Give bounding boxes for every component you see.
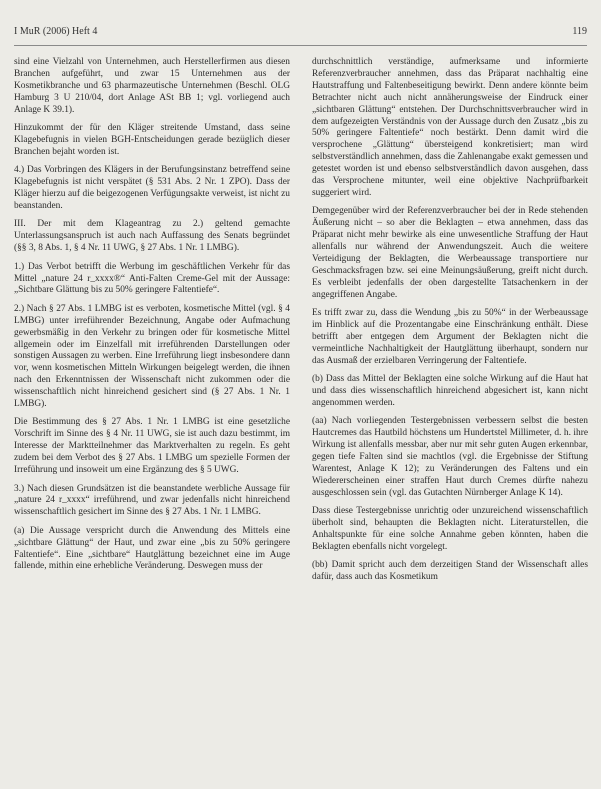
- paragraph: (a) Die Aussage verspricht durch die Anwendung des Mittels eine „sichtbare Glättung“ der Haut, und zwar eine „bis zu 50% geringere Faltentiefe“. Eine „sichtbare“ Hautglättung bezeichnet eine im Auge fallende, mithin eine erhebliche Veränderung. Deswegen muss der: [14, 525, 290, 572]
- header-rule: [14, 45, 587, 46]
- paragraph: (bb) Damit spricht auch dem derzeitigen Stand der Wissenschaft alles dafür, dass auch das Kosmetikum: [312, 560, 588, 583]
- paragraph: Die Bestimmung des § 27 Abs. 1 Nr. 1 LMBG ist eine gesetzliche Vorschrift im Sinne des § 4 Nr. 11 UWG, sie ist auch dazu bestimmt, im Interesse der Marktteilnehmer das Marktverhalten zu regeln. Es geht zudem bei dem Verbot des § 27 Abs. 1 LMBG um spezielle Formen der Irreführung und insoweit um eine Ergänzung des § 5 UWG.: [14, 417, 290, 476]
- page-number: 119: [572, 26, 587, 37]
- paragraph: (b) Dass das Mittel der Beklagten eine solche Wirkung auf die Haut hat und dass dies wissenschaftlich hinreichend abgesichert ist, kann nicht angenommen werden.: [312, 374, 588, 408]
- paragraph: sind eine Vielzahl von Unternehmen, auch Herstellerfirmen aus diesen Branchen aufgeführt, und zwar 15 Unternehmen aus der Kosmetikbranche und 63 pharmazeutische Unternehmen (Beschl. OLG Hamburg 3 U 210/04, dort Anlage ASt BB 1; vgl. vorliegend auch Anlage K 39.1).: [14, 57, 290, 115]
- paragraph: (aa) Nach vorliegenden Testergebnissen verbessern selbst die besten Hautcremes das Hautbild höchstens um Hundertstel Millimeter, d. h. ihre Wirkung ist allenfalls messbar, aber nur mit sehr guten Augen erkennbar, gegen tiefe Falten sind sie machtlos (vgl. die Ergebnisse der Stiftung Warentest, Anlage K 12); zu Veränderungen des Faltens und ein Wiedererscheinen einer straffen Haut durch Cremes dürfte nahezu ausgeschlossen sein (vgl. das Gutachten Nürnberger Anlage K 14).: [312, 416, 588, 498]
- paragraph: Es trifft zwar zu, dass die Wendung „bis zu 50%“ in der Werbeaussage im Hinblick auf die Prozentangabe eine Einschränkung enthält. Diese betrifft aber entgegen dem Argument der Beklagten nicht die vermeintliche Nachhaltigkeit der Hautglättung überhaupt, sondern nur das Ausmaß der erzielbaren Verringerung der Faltentiefe.: [312, 308, 588, 366]
- page-header: [14, 26, 587, 42]
- paragraph: Hinzukommt der für den Kläger streitende Umstand, dass seine Klagebefugnis in vielen BGH-Entscheidungen gerade bezüglich dieser Branchen bejaht worden ist.: [14, 123, 290, 157]
- paragraph: III. Der mit dem Klageantrag zu 2.) geltend gemachte Unterlassungsanspruch ist auch nach Auffassung des Senats begründet (§§ 3, 8 Abs. 1, § 4 Nr. 11 UWG, § 27 Abs. 1 Nr. 1 LMBG).: [14, 219, 290, 254]
- left-column: [14, 57, 290, 580]
- journal-reference: I MuR (2006) Heft 4: [14, 26, 98, 37]
- paragraph: 2.) Nach § 27 Abs. 1 LMBG ist es verboten, kosmetische Mittel (vgl. § 4 LMBG) unter irreführender Bezeichnung, Angabe oder Aufmachung gewerbsmäßig in den Verkehr zu bringen oder für kosmetische Mittel allgemein oder im Einzelfall mit irreführenden Darstellungen oder sonstigen Aussagen zu werben. Eine Irreführung liegt insbesondere dann vor, wenn kosmetischen Mitteln Wirkungen beigelegt werden, die ihnen nach den Erkenntnissen der Wissenschaft nicht zukommen oder die wissenschaftlich nicht hinreichend gesichert sind (§ 27 Abs. 1 Nr. 1 LMBG).: [14, 303, 290, 410]
- paragraph: 3.) Nach diesen Grundsätzen ist die beanstandete werbliche Aussage für „nature 24 r_xxxx“ irreführend, und zwar jedenfalls nicht hinreichend wissenschaftlich gesichert im Sinne des § 27 Abs. 1 Nr. 1 LMBG.: [14, 483, 290, 518]
- paragraph: 1.) Das Verbot betrifft die Werbung im geschäftlichen Verkehr für das Mittel „nature 24 r_xxxx®“ Anti-Falten Creme-Gel mit der Aussage: „Sichtbare Glättung bis zu 50% geringere Faltentiefe“.: [14, 261, 290, 296]
- paragraph: durchschnittlich verständige, aufmerksame und informierte Referenzverbraucher annehmen, dass das Präparat nachhaltig eine Hautstraffung und Faltenbeseitigung bewirkt. Denn andere könnte beim Betrachter nicht auch nicht annäherungsweise der Eindruck einer „sichtbaren Glättung“ entstehen. Der Durchschnittsverbraucher wird in dem aufgezeigten Verständnis von der Aussage durch den Zusatz „bis zu 50% geringere Faltentiefe“ noch bestärkt. Denn damit wird die versprochene „Glättung“ übersteigend konkretisiert; man wird selbstverständlich annehmen, dass die Zahlenangabe exakt gemessen und getestet worden ist und ebenso selbstverständlich davon ausgehen, dass das Versprochene mitunter, weil eine objektive Nachprüfbarkeit suggeriert wird.: [312, 57, 588, 198]
- paragraph: Dass diese Testergebnisse unrichtig oder unzureichend wissenschaftlich überholt sind, behaupten die Beklagten nicht. Literaturstellen, die Anhaltspunkte für eine solche Annahme geben könnten, haben die Beklagten ebenfalls nicht vorgelegt.: [312, 506, 588, 552]
- right-column: [312, 57, 588, 591]
- paragraph: 4.) Das Vorbringen des Klägers in der Berufungsinstanz betreffend seine Klagebefugnis ist nicht verspätet (§ 531 Abs. 2 Nr. 1 ZPO). Dass der Kläger hierzu auf die beigezogenen Verfügungsakte verweist, ist nicht zu beanstanden.: [14, 165, 290, 211]
- paragraph: Demgegenüber wird der Referenzverbraucher bei der in Rede stehenden Äußerung nicht – so aber die Beklagten – etwa annehmen, dass das Präparat nicht mehr bewirke als eine unwesentliche Straffung der Haut allenfalls nur während der Anwendungszeit. Auch die weitere Verteidigung der Beklagten, die Werbeaussage transportiere nur Geschmacksfragen bzw. sei eine Meinungsäußerung, greift nicht durch. Es verbleibt jedenfalls der oben dargestellte Tatsachenkern in der angegriffenen Angabe.: [312, 206, 588, 300]
